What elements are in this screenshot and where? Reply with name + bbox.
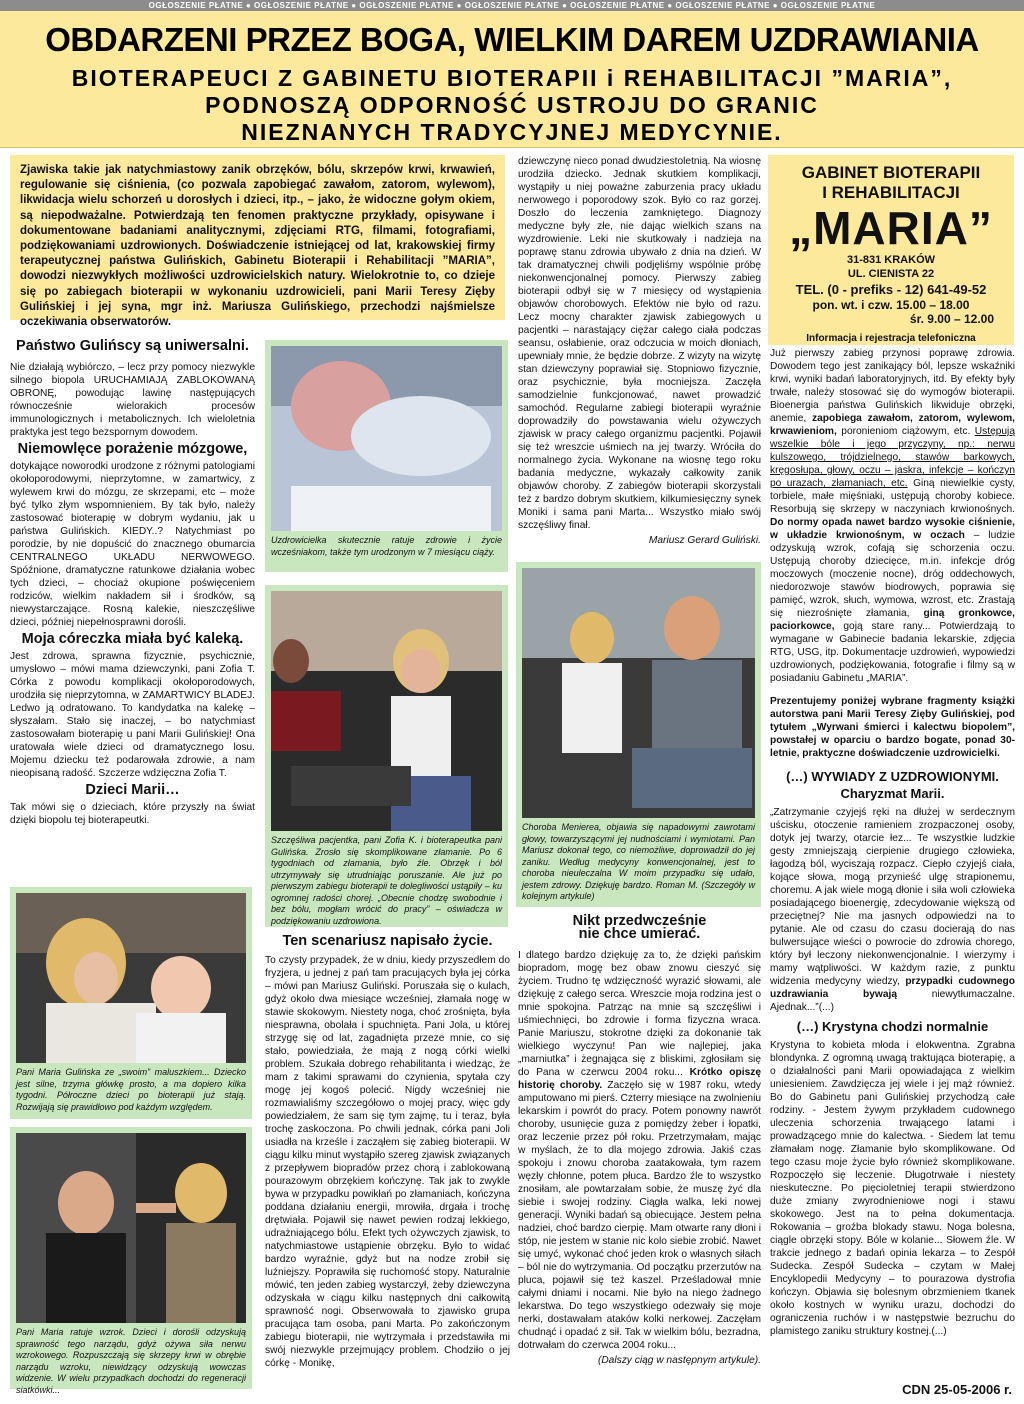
subtitle-line-3: NIEZNANYCH TRADYCYJNEJ MEDYCYNIE.: [241, 119, 783, 145]
ad-hours-2: śr. 9.00 – 12.00: [909, 312, 994, 326]
heading-universal: Państwo Gulińscy są uniwersalni.: [16, 338, 249, 354]
column-3: [518, 155, 761, 557]
text-bold: Krótko opiszę historię choroby.: [518, 1067, 762, 1091]
text: Giną niewielkie cysty, torbiele, małe mięśniaki, ustępują choroby kobiece. Resorbują się skrzepy w naczyniach krwionośnych.: [770, 478, 1015, 515]
photo-box-patient: [265, 585, 508, 927]
photo-meniere-treatment: [522, 568, 755, 818]
photo-eye-treatment: [16, 1133, 246, 1323]
page-title: OBDARZENI PRZEZ BOGA, WIELKIM DAREM UZDRAWIANIA: [45, 21, 979, 58]
text: Już pierwszy zabieg przynosi poprawę zdrowia. Dowodem tego jest zanikający ból, lepsze wskaźniki krwi, wyniki badań laboratoryjnych, itd. By efekty były trwałe, należy stosować się do wymogów bioterapii. Bioenergia państwa Gulińskich likwiduje obrzęki, anemie,: [770, 348, 1015, 424]
paid-ad-banner: OGŁOSZENIE PŁATNE ● OGŁOSZENIE PŁATNE ● OGŁOSZENIE PŁATNE ● OGŁOSZENIE PŁATNE ● OGŁOSZENIE PŁATNE ● OGŁOSZENIE PŁATNE ● OGŁOSZENIE PŁATNE: [0, 0, 1024, 11]
heading-daughter: Moja córeczka miała być kaleką.: [21, 631, 244, 647]
footer-date: CDN 25-05-2006 r.: [902, 1382, 1012, 1397]
photo-box-meniere: [516, 562, 761, 907]
text: – ludzie odzyskują wzrok, cofają się schorzenia oczu. Ustępują choroby dziecięce, m.in. infekcje dróg moczowych (moczenie nocne), dróg oddechowych, niedorozwoje stawów biodrowych, poprawia się pamięć, wzrok, słuch, wymowa, wzrost, etc. Zrastają się niezrośnięte złamania,: [770, 530, 1016, 619]
text: I dlatego bardzo dziękuję za to, że dzięki pańskim biopradom, mogę bez obaw znowu cieszyć się życiem. Trudno tę wdzięczność wyrazić słowami, ale dziękuję z całego serca. Wreszcie moja rodzina jest o mnie spokojna. Patrząc na mnie są szczęśliwi i uśmiechnięci, bo zdrowie i forma fizyczna wraca. Panie Mariuszu, stokrotne dzięki za dokonanie tak wielkiego wyczynu! Pan wie najlepiej, jaka „marniutka” i żegnająca się z bliskimi, zgłosiłam się do Pana w czerwcu 2004 roku...: [518, 950, 761, 1078]
paragraph: [770, 347, 1015, 685]
caption: Szczęśliwa pacjentka, pani Zofia K. i bioterapeutka pani Gulińska. Zrosło się skomplikowane złamanie. Po 6 tygodniach od złamania, było źle. Obrzęk i ból utrzymywały się utrudniając poruszanie. Ale już po pierwszym zabiegu bioterapii te dolegliwości ustąpiły – ku ogromnej radości chorej. „Obecnie chodzę swobodnie i bez bólu, mogłam wrócić do pracy” – oświadcza w podziękowaniu uzdrowiona.: [271, 835, 502, 926]
ad-line-1: GABINET BIOTERAPII: [801, 163, 981, 182]
heading-nobody-wants-to-die: Nikt przedwcześnie: [572, 913, 707, 929]
continuation-note: (Dalszy ciąg w następnym artykule).: [597, 1355, 761, 1366]
column-2: [265, 935, 510, 1395]
heading-interviews: (…) WYWIADY Z UZDROWIONYMI.: [786, 769, 999, 784]
heading-children: Dzieci Marii…: [85, 782, 180, 798]
subtitle-line-2: PODNOSZĄ ODPORNOŚĆ USTROJU DO GRANIC: [205, 92, 819, 118]
photo-box-premature: [265, 340, 508, 572]
heading-charisma: Charyzmat Marii.: [840, 786, 945, 801]
clinic-name: „MARIA”: [789, 202, 993, 254]
photo-patient-and-therapist: [271, 591, 502, 831]
text-bold: przypadki cudownego uzdrawiania bywają: [770, 976, 1015, 1000]
text-bold: Do normy opada nawet bardzo wysokie ciśnienie, w układzie krwionośnym, w oczach: [770, 517, 1015, 541]
photo-premature-baby: [271, 346, 502, 531]
signature: Mariusz Gerard Guliński.: [648, 535, 761, 546]
text: goją stare rany... Potwierdzają to wymagane w Gabinecie badania lekarskie, zdjęcia RTG, USG, itp. Dokumentacje uzdrowień, wypowiedzi uzdrowionych, podziękowania, fotografie i filmy są w posiadaniu Gabinetu „MARIA”.: [770, 621, 1015, 684]
header: [0, 11, 1024, 148]
text-underlined: Ustępują wszelkie bóle i jego przyczyny, np.: nerwu kulszowego, trójdzielnego, stawów barkowych, kręgosłupa, głowy, oczu – jaskra, infekcje – kończyn po urazach, złamaniach, etc.: [770, 426, 1015, 489]
photo-box-baby: [10, 887, 252, 1119]
heading-scenario: Ten scenariusz napisało życie.: [282, 933, 493, 949]
heading-krystyna: (…) Krystyna chodzi normalnie: [796, 1019, 989, 1034]
subtitle-line-1: BIOTERAPEUCI Z GABINETU BIOTERAPII i REHABILITACJI ”MARIA”,: [71, 65, 953, 91]
clinic-ad-box: [768, 155, 1014, 345]
ad-address-street: UL. CIENISTA 22: [847, 268, 935, 280]
ad-phone: TEL. (0 - prefiks - 12) 641-49-52: [795, 282, 987, 297]
heading-nobody-wants-to-die-2: nie chce umierać.: [578, 926, 701, 942]
paragraph: Jest zdrowa, sprawna fizycznie, psychicznie, umysłowo – mówi mama dziewczynki, pani Zofia T. Córka z powodu komplikacji okołoporodowych, urodziła się nieprzytomna, w ZAMARTWICY BLADEJ. Ledwo ją odratowano. To kandydatka na kalekę – słyszałam. Stało się inaczej, – bo natychmiast zastosowałam bioterapię u pani Marii Gulińskiej! Ona uratowała wiele dzieci od dramatycznego losu. Mojemu dziecku też podarowała zdrowie, a nam nieopisaną radość. Szczerze wdzięczna Zofia T.: [10, 651, 255, 779]
paragraph: dziewczynę nieco ponad dwudziestoletnią. Na wiosnę urodziła dziecko. Jednak skutkiem komplikacji, wystąpiły u niej poważne zaburzenia pracy układu nerwowego i poporodowy szok. Było co raz gorzej. Doszło do leczenia zamkniętego. Diagnozy medyczne były złe, nie dając wielkich szans na wyzdrowienie. Leki nie skutkowały i nadzieja na poprawę stanu zdrowia ubywało z dnia na dzień. W tak dramatycznej chwili podjęliśmy wspólnie próbę niekonwencjonalnej pomocy. Pierwszy zabieg bioterapii odbył się w 7 miesięcy od wystąpienia objawów chorobowych. Efektów nie było od razu. Lecz mocny charakter zjawisk zabiegowych u pacjentki – narastający ciężar całego ciała podczas seansu, osłabienie, oraz odczucia w moich dłoniach, upewniały mnie, że będzie dobrze. Z wizyty na wizytę stan dziewczyny poprawiał się. Stopniowo fizycznie, oraz psychicznie, była mocniejsza. Zaczęła samodzielnie funkcjonować, nawet prowadzić samochód. Regularne zabiegi bioterapii wyraźnie doprowadziły do powstawania wielu ożywczych zjawisk w pracy całego organizmu pacjentki. Pojawił się też wreszcie uśmiech na jej twarzy. Wróciła do normalnego życia. Wykonane na wiosnę tego roku badania medyczne, wykazały całkowity zanik objawów choroby. Z zabiegów bioterapii skorzystali też z bardzo dobrym skutkiem, kilkumiesięczny synek Moniki i sama pani Marta... Wszystko miało swój szczęśliwy finał.: [518, 156, 761, 531]
ad-info: Informacja i rejestracja telefoniczna: [806, 333, 976, 344]
ad-address-city: 31-831 KRAKÓW: [846, 254, 936, 266]
ad-line-2: I REHABILITACJI: [822, 183, 960, 202]
paragraph: [518, 949, 761, 1352]
text: „Zatrzymanie czyjejś ręki na dłużej w serdecznym uścisku, otoczenie ramieniem zrozpaczonej osoby, dotyk jej twarzy, otarcie łez... Te wszystkie ludzkie gesty zmniejszają cierpienie drugiego człowieka, łagodzą ból, wyciszają rozpacz. Ciepło czyjejś ciała, kojące słowa, mogą przynieść ulgę strapionemu, choremu. A jak wiele mogą dłonie i siła woli człowieka posiadającego bioenergię, zdecydowanie większą od przeciętnej? Nie ma jasnych odpowiedzi na to pytanie. Ale od czasu do czasu docierają do nas bulwersujące wieści o powrocie do zdrowia chorego, który był leczony niekonwencjonalnie. I wierzymy i mamy wątpliwości. W każdym razie, z punktu widzenia medycyny wiedzy,: [770, 807, 1015, 987]
caption: Pani Maria Gulińska ze „swoim” maluszkiem... Dziecko jest silne, trzyma główkę prosto, a ma dopiero kilka tygodni. Półroczne dzieci po bioterapii już stają. Rozwijają się prawidłowo pod każdym względem.: [16, 1067, 246, 1112]
page-subtitle: [0, 65, 1024, 146]
text-bold: giną gronkowce, paciorkowce,: [770, 608, 1015, 632]
book-intro: Prezentujemy poniżej wybrane fragmenty książki autorstwa pani Marii Teresy Zięby Gulińskiej, pod tytułem „Wyrwani śmierci i kalectwu biopolem”, powstałej w oparciu o bardzo bogate, ponad 30-letnie, praktyczne doświadczenie uzdrowicielki.: [770, 696, 1015, 759]
text-bold: zapobiega zawałom, zatorom, wylewom, krwawieniom,: [770, 413, 1015, 437]
photo-woman-with-baby: [16, 893, 246, 1063]
paragraph: Tak mówi się o dzieciach, które przyszły na świat dzięki biopolu tej bioterapeutki.: [10, 802, 255, 826]
caption: Uzdrowicielka skutecznie ratuje zdrowie i życie wcześniakom, także tym urodzonym w 7 miesiącu ciąży.: [271, 535, 502, 557]
text: Zaczęło się w 1987 roku, wtedy amputowano mi pierś. Czterry miesiące na zwolnieniu lekarskim i powrót do pracy. Potem ponowny nawrót choroby, usunięcie guza z pomiędzy żeber i łopatki, oraz leczenie przez pół roku. Przetrzymałam, mając w myślach, że to dla mojego zdrowia. Jakiś czas spokoju i znowu choroba zaatakowała, tym razem węzły chłonne, potem płuca. Bardzo źle to wszystko znosiłam, ale powtarzałam sobie, że muszę żyć dla siebie i swojej rodziny. Ciągła walka, leki nowej generacji. Wyniki badań są obiecujące. Jestem pełna nadziei, choć bardzo cierpię. Mam otwarte rany dłoni i stóp, nie jestem w stanie nic kolo siebie zrobić. Nawet się umyć, wykonać choć jeden krok o własnych siłach – ból nie do wytrzymania. Od początku przerzutów na pluca, pojawił się też kaszel. Prześladował mnie całymi dniami i nocami. Nie było na niego żadnego lekarstwa. Do tego wszystkiego odezwały się moje nerki, dostawałam ataków kolki nerkowej. Zaczęłam chudnąć i opadać z sił. Tak w wielkim bólu, bezradna, dotrwałam do czerwca 2004 roku...: [518, 1080, 761, 1351]
ad-hours-1: pon. wt. i czw. 15.00 – 18.00: [812, 298, 970, 312]
caption: Choroba Menierea, objawia się napadowymi zawrotami głowy, towarzyszącymi jej nudnościami i wymiotami. Pan Mariusz dokonał tego, co niemożliwe, doprowadził do jej zaniku. Według medycyny konwencjonalnej, jest to choroba nieuleczalna W moim przypadku się udało, jestem zdrowy. Dziękuję bardzo. Roman M. (Szczegóły w kolejnym artykule): [522, 822, 755, 901]
text: niewytłumaczalne. Ajednak...”(...): [770, 989, 1015, 1013]
paragraph: Nie działają wybiórczo, – lecz przy pomocy niezwykle silnego biopola URUCHAMIAJĄ ZABLOKOWANĄ OBRONĘ, powodując lawinę następujących równocześnie wielorakich procesów immunologicznych i metabolicznych. Ich wieloletnia praktyka jest tego bezspornym dowodem.: [10, 362, 255, 438]
column-4: [770, 347, 1015, 1382]
paragraph: Krystyna to kobieta młoda i elokwentna. Zgrabna blondynka. Z ogromną uwagą traktująca bioterapię, a o działalności pani Marii opowiadająca z wielkim uniesieniem. Zawdzięcza jej wiele i jej mąż również. Bo do Gabinetu pani Gulińskiej przychodzą całe rodziny. - Jestem żywym przykładem cudownego uleczenia schorzenia trwającego latami i prowadzącego mnie do kalectwa. - Siedem lat temu złamałam nogę. Złamanie było skomplikowane. Od tego czasu moje życie było również skomplikowane. Rozpoczęło się leczenie. Długotrwałe i niestety nieskuteczne. Po pięcioletniej terapii stwierdzono duże zmiany zwyrodnieniowe nogi i stawu skokowego. Jest na to pełna dokumentacja. Rokowania – groźba blokady stawu. Noga bolesna, ciągle obrzęki stopy. Bóle w kolanie... Słowem źle. W trakcie jednego z badań opinia lekarza – to Zespół Sudecka. Zespół Sudecka – czytam w Małej Encyklopedii Medycyny – to pourazowa dystrofia kończyn. Objawia się bolesnym obrzmieniem tkanek około kostnych w wyniku urazu, dochodzi do ograniczenia ruchów i w następstwie bezruchu do plamistego zaniku struktury kostnej.(...): [770, 1040, 1015, 1337]
intro-box: Zjawiska takie jak natychmiastowy zanik obrzęków, bólu, skrzepów krwi, krwawień, regulowanie się ciśnienia, (co pozwala zapobiegać zawałom, zatorom, wylewom), likwidacja wielu schorzeń u dorosłych i dzieci, itp., – jako, że widoczne gołym okiem, są niepodważalne. Potwierdzają ten fenomen praktyczne przykłady, opisywane i dokumentowane badaniami analitycznymi, zdjęciami RTG, filmami, fotografiami, podziękowaniami uzdrowionych. Doświadczenie istniejącej od lat, krakowskiej firmy terapeutycznej państwa Gulińskich, Gabinetu Bioterapii i Rehabilitacji ”MARIA”, dowodzi niezwykłych możliwości uzdrowicielskich natury. Wielokrotnie to, co dzieje się po zabiegach bioterapii w wykonaniu uzdrowicieli, pani Marii Teresy Zięby Gulińskiej i jej syna, mgr inż. Mariusza Gulińskiego, przechodzi najśmielsze oczekiwania obserwatorów.: [10, 155, 505, 320]
text: poronieniom ciążowym, etc.: [836, 426, 975, 437]
column-3-lower: [518, 915, 761, 1397]
column-1: [10, 340, 255, 880]
paragraph: dotykające noworodki urodzone z różnymi patologiami okołoporodowymi, nieprzytomne, w zamartwicy, z wylewem krwi do mózgu, ze skrzepami, etc – może być tylko złym wspomnieniem. By tak było, należy zastosować bioterapię w dobrym wydaniu, jak u państwa Gulińskich. KIEDY..? Natychmiast po porodzie, by nie dopuścić do znacznego obumarcia CENTRALNEGO UKŁADU NERWOWEGO. Spóźnione, dramatyczne ratunkowe działania wobec tych dzieci, – chociaż okupione poświęceniem rodziców, wielkim nakładem sił i środków, są niewystarczające. Rosną kalekie, nieszczęśliwe dzieci, później niepełnosprawni dorośli.: [10, 461, 255, 628]
paragraph: [770, 806, 1015, 1014]
paragraph: To czysty przypadek, że w dniu, kiedy przyszedłem do fryzjera, u jednej z pań tam pracujących była jej córka – mówi pan Mariusz Guliński. Poruszała się o kulach, gdyż około dwa miesiące wcześniej, złamała nogę w stawie skokowym. Niestety noga, choć zrośnięta, była niesprawna, obolała i spuchnięta. Pani Jola, u której strzygę się od lat, zagadnięta przeze mnie, co się stało, powiedziała, że mają z nogą córki wielki problem. Szukała dobrego rehabilitanta i wiedząc, że mam z takimi sprawami do czynienia, spytała czy mogę jej kogoś polecić. Nigdy wcześniej nie rozmawialiśmy szczegółowo o mojej pracy, więc gdy powiedziałem, że sam się tym zajmę, tu i teraz, była trochę zaskoczona. Po chwili jednak, córka pani Joli usiadła na krześle i zacząłem się zabieg bioterapii. W ciągu kilku minut wystąpiło szereg zjawisk związanych z przepływem biopradów przez chorą i zablokowaną pourazowym obrzękiem kończynę. Tak jak to zwykle bywa w przypadku powikłań po złamaniach, kończyna poddana działaniu energii, mrowiła, drgała i trochę drętwiała. Pojawił się nawet pewien rodzaj lekkiego, udrażniającego bólu. Efekt tych ożywczych zjawisk, to natychmiastowe ustąpienie obrzęku. Było to widać bardzo wyraźnie, gdyż but na nodze zrobił się luźniejszy. Poprawiła się ruchomość stopy. Naturalnie mówić, ten jeden zabieg wystarczył, żeby dziewczyna odzyskała w ciągu kilku następnych dni całkowitą sprawność nogi. Obserwowała to zjawisko grupa pracująca tam osoba, pani Marta. Po zakończonym zabiegu bioterapii, nie wytrzymała i przedstawiła mi swój niezwykle przejmujący problem. Chodziło o jej córkę - Monikę,: [265, 955, 510, 1369]
caption: Pani Maria ratuje wzrok. Dzieci i dorośli odzyskują sprawność tego narządu, gdyż ożywa siła nerwu wzrokowego. Rozpuszczają się skrzepy krwi w obrębie narządu wzroku, niewidzący odzyskują wowczas widzenie. W wielu przypadkach dochodzi do regeneracji siatkówki...: [16, 1327, 246, 1395]
heading-cerebral-palsy: Niemowlęce porażenie mózgowe,: [17, 441, 248, 457]
photo-box-eyesight: [10, 1127, 252, 1395]
